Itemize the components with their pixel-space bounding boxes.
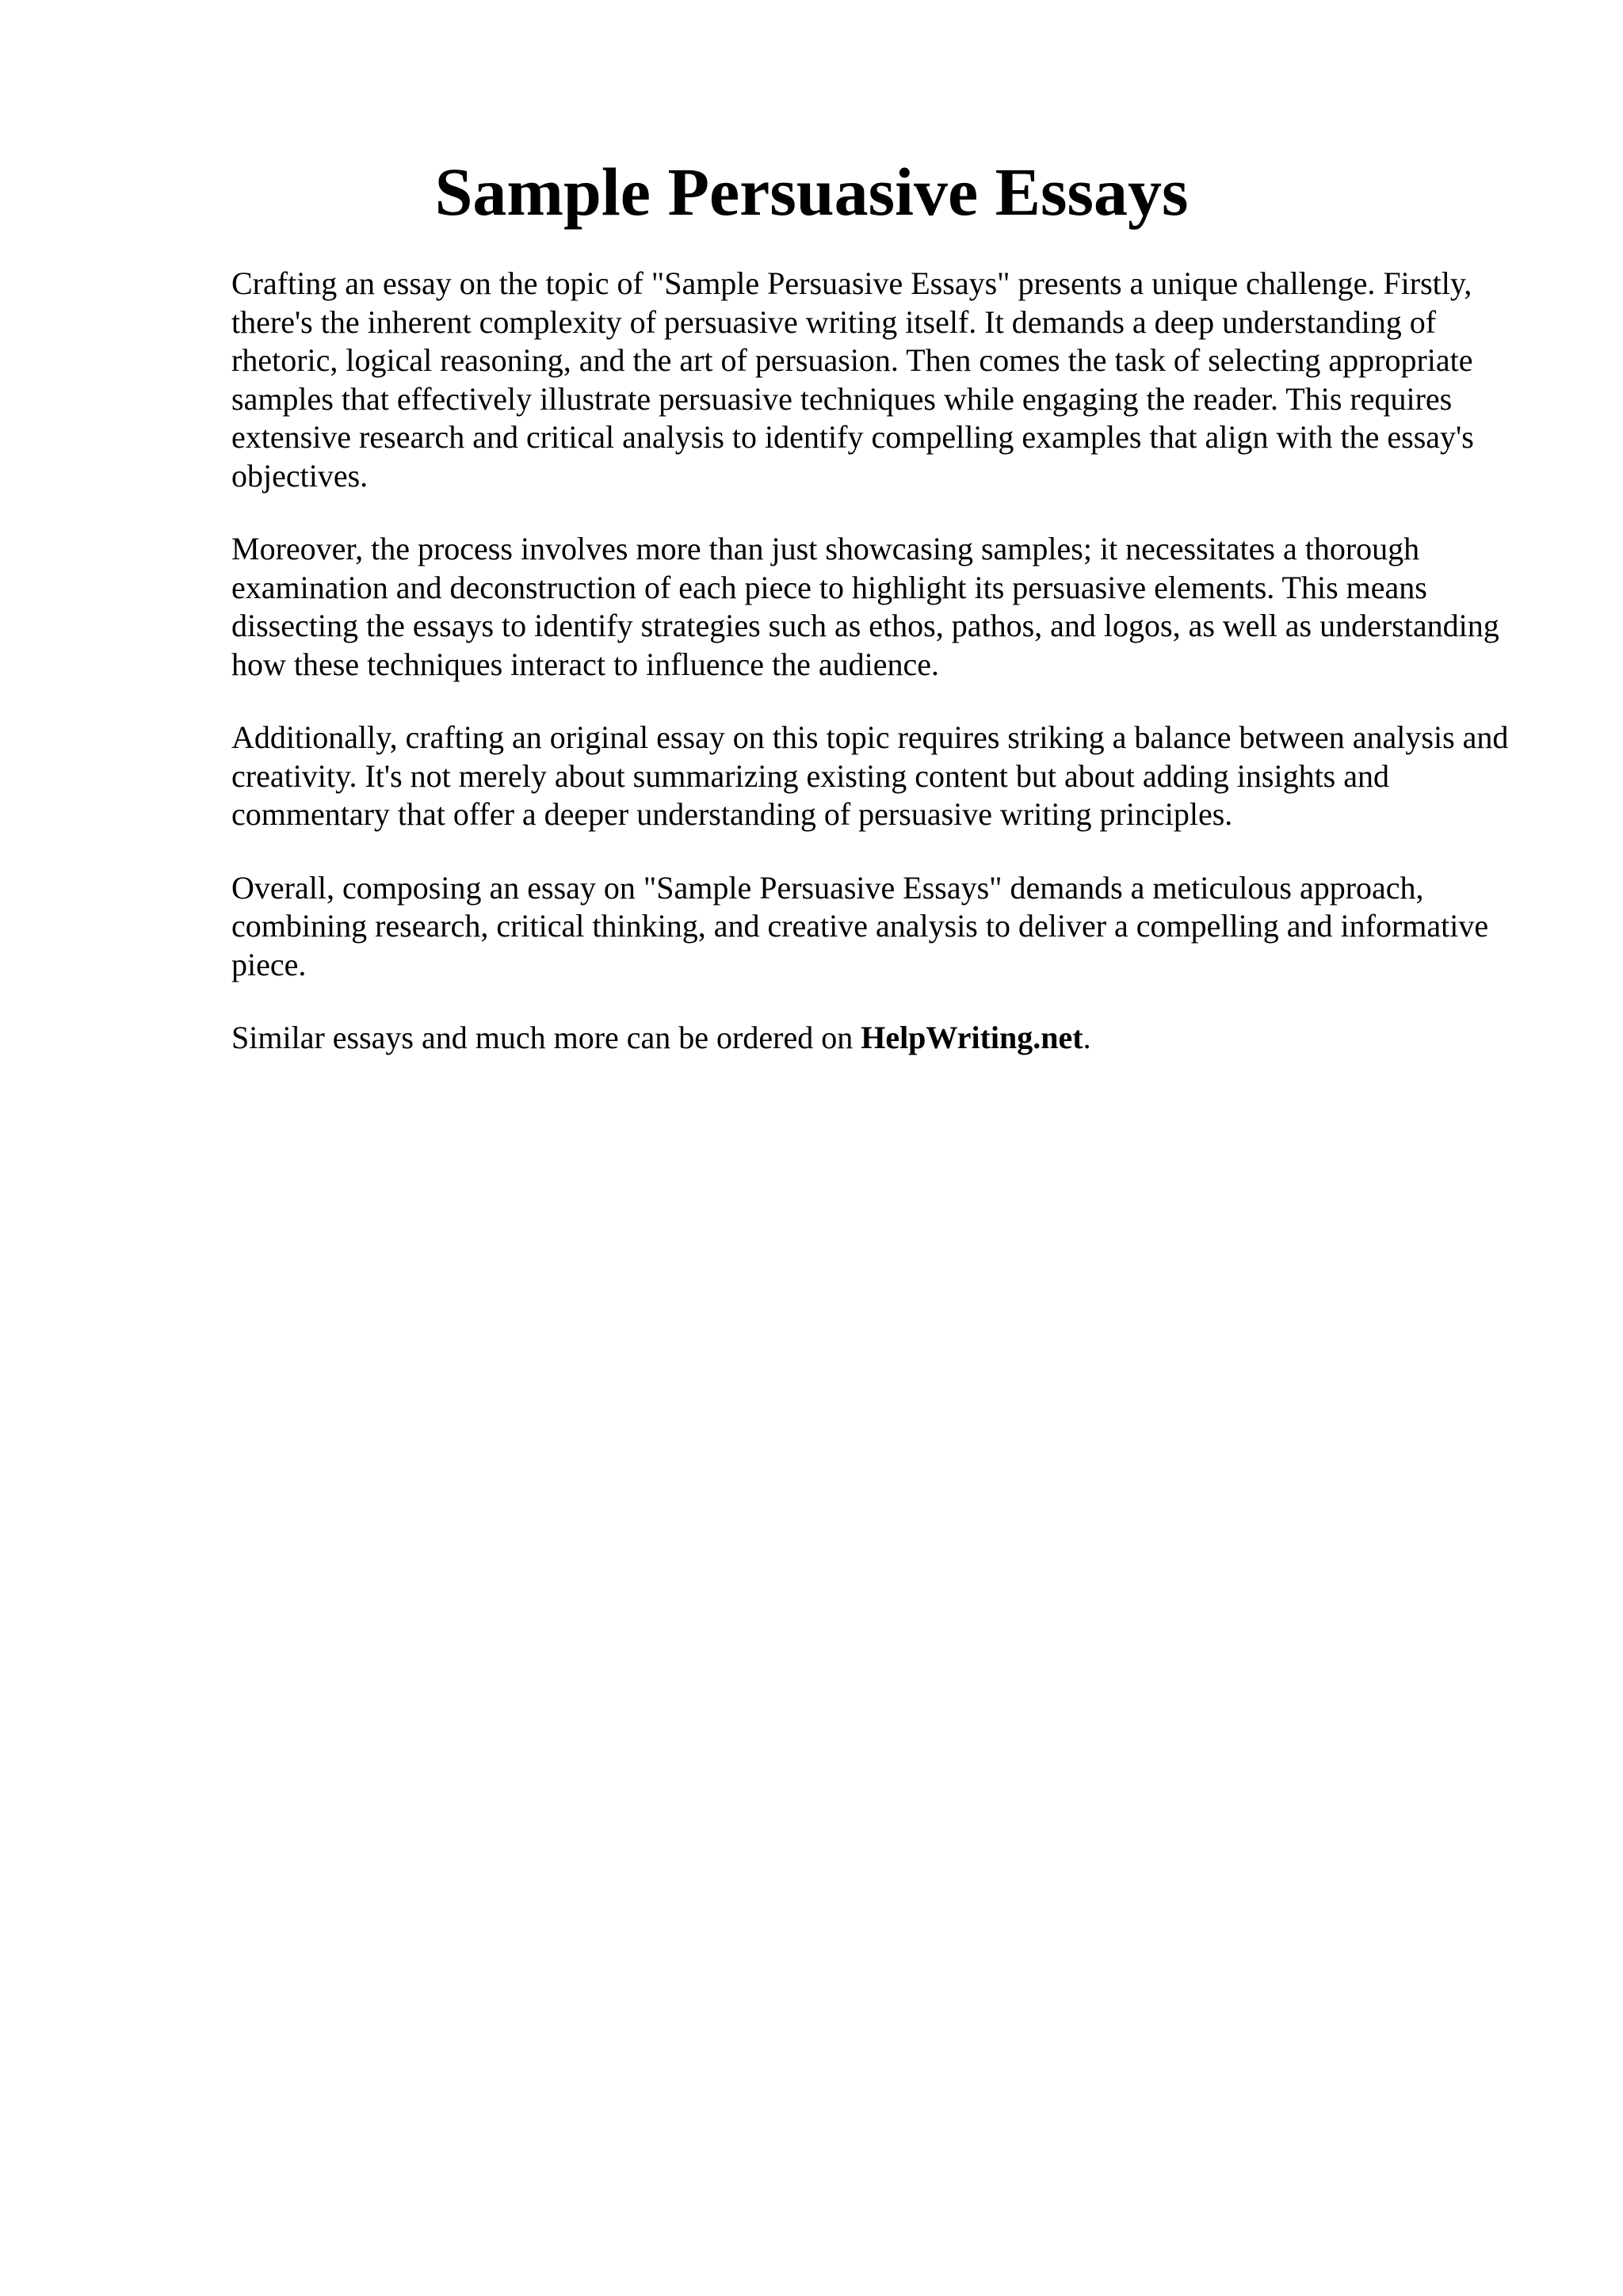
paragraph-1: Crafting an essay on the topic of "Sample Persuasive Essays" presents a unique challenge. Firstly, there's the inherent complexity of persuasive writing itself. It demands a deep understanding of rhetoric, logical reasoning, and the art of persuasion. Then comes the task of selecting appropriate samples that effectively illustrate persuasive techniques while engaging the reader. This requires extensive research and critical analysis to identify compelling examples that align with the essay's objectives. bbox=[231, 265, 1474, 494]
paragraph-3: Additionally, crafting an original essay on this topic requires striking a balance between analysis and creativity. It's not merely about summarizing existing content but about adding insights and commentary that offer a deeper understanding of persuasive writing principles. bbox=[231, 719, 1509, 832]
closing-line bbox=[231, 1019, 1515, 1058]
helpwriting-link[interactable]: HelpWriting.net bbox=[861, 1020, 1083, 1055]
closing-suffix: . bbox=[1083, 1020, 1091, 1055]
paragraph-2: Moreover, the process involves more than just showcasing samples; it necessitates a thorough examination and deconstruction of each piece to highlight its persuasive elements. This means dissecting the essays to identify strategies such as ethos, pathos, and logos, as well as understanding how these techniques interact to influence the audience. bbox=[231, 531, 1499, 682]
closing-prefix: Similar essays and much more can be ordered on bbox=[231, 1020, 854, 1055]
page-title: Sample Persuasive Essays bbox=[434, 154, 1189, 230]
paragraph-4: Overall, composing an essay on "Sample Persuasive Essays" demands a meticulous approach, combining research, critical thinking, and creative analysis to deliver a compelling and informative piece. bbox=[231, 869, 1489, 982]
essay-body bbox=[231, 265, 1515, 1093]
